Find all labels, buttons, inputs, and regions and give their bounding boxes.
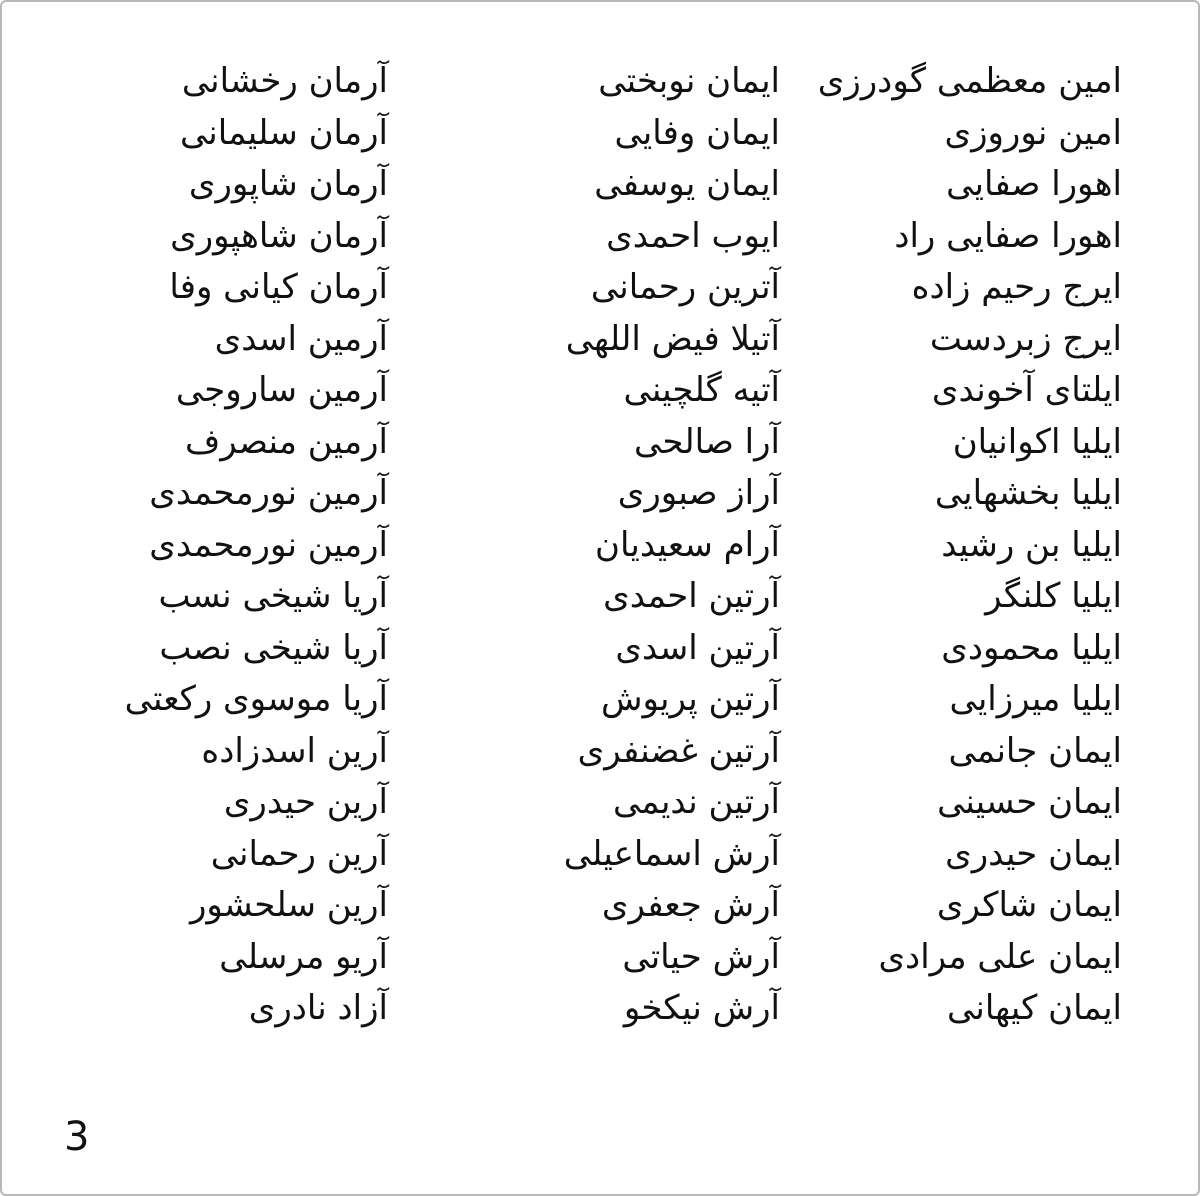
name-entry: ایلیا بخشهایی: [934, 473, 1122, 513]
name-entry: آرش جعفری: [601, 885, 780, 925]
name-entry: آرمان رخشانی: [181, 61, 388, 101]
name-column-right: [802, 56, 1122, 1035]
name-entry: امین معظمی گودرزی: [817, 61, 1122, 101]
name-entry: آرمین منصرف: [185, 421, 388, 462]
name-entry: آرمین اسدی: [214, 318, 388, 359]
name-entry: ایوب احمدی: [606, 215, 780, 256]
name-entry: آرتین ندیمی: [612, 782, 780, 822]
name-entry: ایرج زبردست: [929, 318, 1122, 359]
name-entry: آرتین پریوش: [600, 679, 780, 719]
name-entry: ایمان علی مرادی: [878, 936, 1122, 977]
name-entry: آرتین اسدی: [615, 627, 780, 668]
name-entry: آرش حیاتی: [622, 936, 780, 977]
name-column-middle: [500, 56, 780, 1035]
name-entry: ایمان جانمی: [948, 730, 1122, 771]
name-entry: ایلیا کلنگر: [985, 576, 1122, 616]
name-entry: ایلیا میرزایی: [949, 679, 1122, 719]
name-entry: آرمین نورمحمدی: [149, 524, 388, 565]
name-column-left: [88, 56, 388, 1035]
name-entry: امین نوروزی: [944, 112, 1122, 153]
name-entry: ایرج رحیم زاده: [911, 267, 1122, 307]
name-entry: اهورا صفایی: [946, 164, 1122, 204]
name-entry: ایلیا بن رشید: [941, 524, 1122, 565]
name-entry: آریو مرسلی: [219, 936, 388, 977]
name-entry: آرمان شاهپوری: [170, 215, 388, 256]
name-entry: آرمین ساروجی: [175, 370, 388, 410]
name-entry: آرین اسدزاده: [201, 730, 388, 771]
name-entry: ایمان یوسفی: [594, 164, 780, 204]
name-entry: آتیلا فیض اللهی: [565, 318, 780, 359]
name-entry: آرام سعیدیان: [595, 524, 780, 565]
name-entry: آریا شیخی نسب: [158, 576, 388, 616]
name-entry: آراز صبوری: [617, 473, 780, 513]
name-entry: اهورا صفایی راد: [894, 215, 1122, 256]
name-entry: آتیه گلچینی: [623, 370, 780, 410]
name-entry: آرین حیدری: [223, 782, 388, 822]
name-entry: آرش نیکخو: [623, 988, 780, 1028]
name-entry: آرمان کیانی وفا: [169, 267, 388, 307]
name-entry: آرا صالحی: [634, 421, 780, 462]
name-entry: ایمان حیدری: [945, 833, 1122, 874]
name-entry: ایلتای آخوندی: [931, 370, 1122, 410]
name-entry: ایمان نوبختی: [598, 61, 780, 101]
name-entry: ایمان کیهانی: [947, 988, 1122, 1028]
name-entry: آترین رحمانی: [590, 267, 780, 307]
name-entry: آرمان شاپوری: [188, 164, 388, 204]
name-entry: آزاد نادری: [248, 988, 388, 1028]
name-entry: ایلیا محمودی: [941, 627, 1122, 668]
name-entry: آرش اسماعیلی: [563, 833, 780, 874]
name-entry: آرمین نورمحمدی: [149, 473, 388, 513]
name-entry: ایمان وفایی: [614, 112, 780, 153]
name-entry: آرتین احمدی: [603, 576, 780, 616]
name-entry: آرمان سلیمانی: [179, 112, 388, 153]
name-entry: ایمان شاکری: [936, 885, 1122, 925]
name-entry: ایلیا اکوانیان: [952, 421, 1122, 462]
name-entry: آریا موسوی رکعتی: [124, 679, 388, 719]
name-entry: آریا شیخی نصب: [159, 627, 388, 668]
name-entry: آرتین غضنفری: [577, 730, 780, 771]
page-number: 3: [64, 1114, 90, 1160]
name-entry: آرین سلحشور: [189, 885, 388, 925]
name-entry: ایمان حسینی: [937, 782, 1122, 822]
name-entry: آرین رحمانی: [210, 833, 388, 874]
